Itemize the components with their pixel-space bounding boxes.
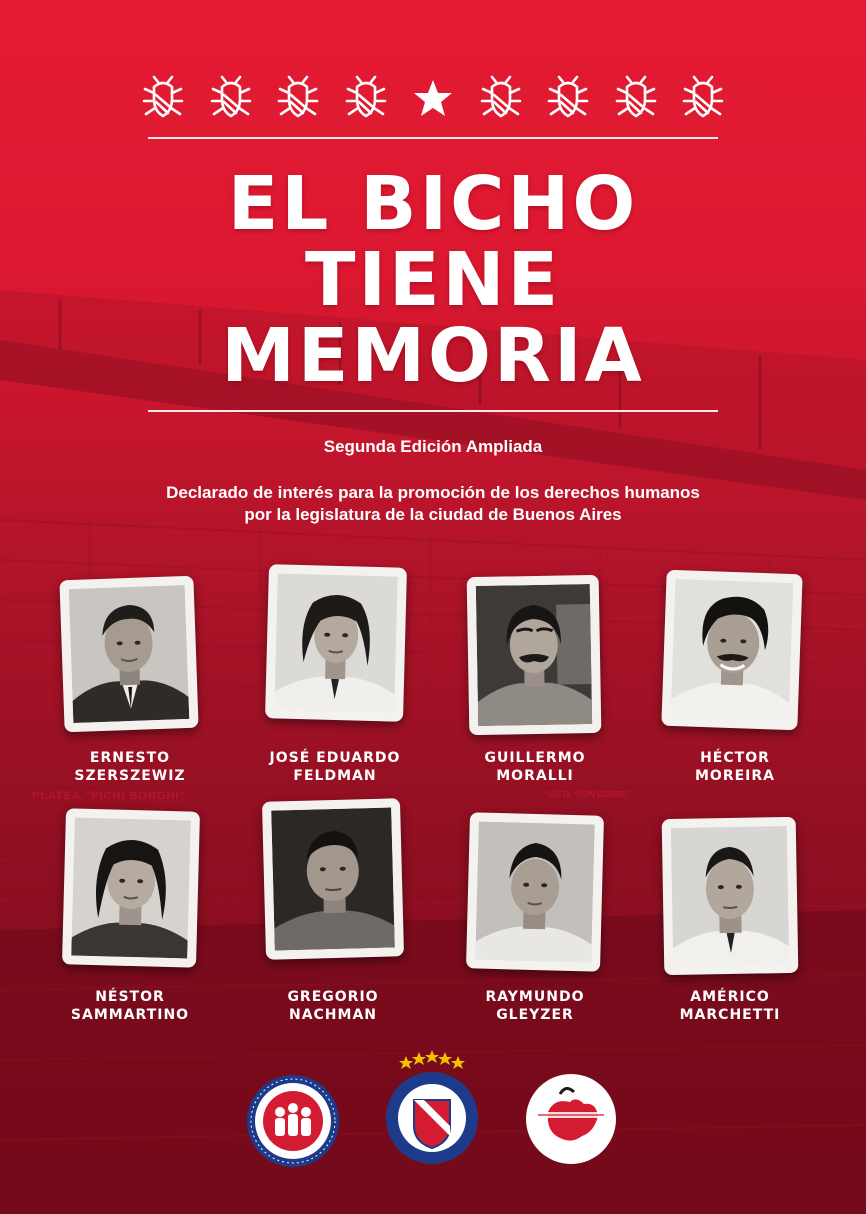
name-raymundo: [445, 988, 625, 1024]
photo-card-gregorio: [262, 798, 404, 960]
title-line-1: EL BICHO: [227, 161, 639, 247]
bug-shield-icon: [208, 75, 254, 121]
name-nestor: [40, 988, 220, 1024]
last-name: NACHMAN: [288, 1007, 378, 1023]
portrait-photo: [671, 579, 794, 721]
portrait-photo: [271, 807, 395, 950]
bug-shield-icon: [613, 75, 659, 121]
asociacion-atletica-argentinos-juniors-logo: [384, 1050, 480, 1168]
first-name: GREGORIO: [287, 989, 379, 1005]
last-name: SZERSZEWIZ: [74, 768, 186, 784]
derechos-humanos-logo: [244, 1072, 342, 1170]
portrait-photo: [274, 573, 398, 712]
header-icons-row: [140, 70, 726, 126]
title-line-3: MEMORIA: [221, 313, 645, 399]
title-line-2: TIENE: [304, 237, 562, 323]
bug-shield-icon: [275, 75, 321, 121]
bottom-divider: [148, 410, 718, 412]
first-name: RAYMUNDO: [485, 989, 585, 1005]
first-name: ERNESTO: [89, 750, 171, 766]
first-name: AMÉRICO: [690, 989, 770, 1005]
photo-card-guillermo: [467, 575, 602, 735]
first-name: JOSÉ EDUARDO: [269, 750, 401, 766]
name-hector: [645, 749, 825, 785]
photo-card-americo: [662, 817, 799, 975]
first-name: NÉSTOR: [95, 989, 165, 1005]
name-gregorio: [243, 988, 423, 1024]
bug-shield-icon: [680, 75, 726, 121]
bug-shield-icon: [140, 75, 186, 121]
bug-shield-icon: [545, 75, 591, 121]
declaration-line-1: Declarado de interés para la promoción de los derechos humanos: [166, 483, 700, 502]
portrait-photo: [476, 584, 592, 726]
name-guillermo: [445, 749, 625, 785]
portrait-photo: [71, 818, 191, 959]
star-icon: [410, 75, 456, 121]
photo-card-raymundo: [466, 812, 604, 971]
last-name: MARCHETTI: [679, 1007, 781, 1023]
name-ernesto: [40, 749, 220, 785]
photo-card-ernesto: [59, 576, 198, 733]
first-name: GUILLERMO: [484, 750, 586, 766]
bug-shield-icon: [343, 75, 389, 121]
edition-label: Segunda Edición Ampliada: [323, 437, 543, 456]
photo-card-jose: [265, 564, 407, 722]
portrait-photo: [69, 585, 190, 723]
stadium-sign-platea: PLATEA "PICHI BORGHI": [32, 790, 186, 802]
name-jose: [230, 749, 440, 785]
declaration-text: [0, 482, 866, 526]
first-name: HÉCTOR: [700, 750, 770, 766]
last-name: FELDMAN: [293, 768, 377, 784]
portrait-photo: [475, 822, 595, 963]
name-americo: [640, 988, 820, 1024]
last-name: MOREIRA: [694, 768, 775, 784]
top-divider: [148, 137, 718, 139]
declaration-line-2: por la legislatura de la ciudad de Buenos Aires: [244, 505, 622, 524]
last-name: MORALLI: [496, 768, 574, 784]
photo-card-hector: [661, 570, 802, 731]
memoria-logo: [524, 1072, 618, 1166]
photo-card-nestor: [62, 808, 200, 967]
portrait-photo: [671, 826, 789, 966]
bug-shield-icon: [478, 75, 524, 121]
last-name: SAMMARTINO: [70, 1007, 190, 1023]
stadium-sign-lista: "LISTA "DON BOBBE": [545, 790, 630, 799]
last-name: GLEYZER: [496, 1007, 574, 1023]
